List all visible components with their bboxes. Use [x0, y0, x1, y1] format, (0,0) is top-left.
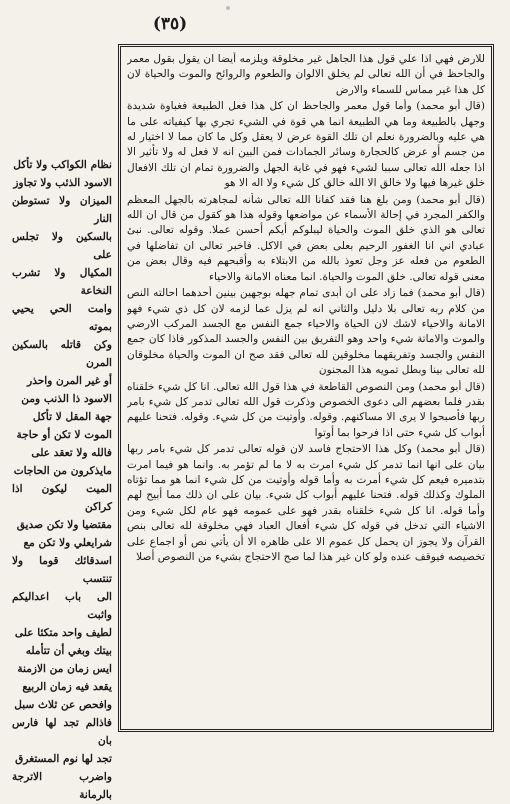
- margin-line: بالسكين ولا تجلس على: [12, 231, 112, 261]
- main-paragraph-4: (قال أبو محمد) فما زاد على ان أبدى تمام جهله بوجهين بينين أحدهما احالته النص من كلام ربه تعالى بلا دليل والثاني انه لم يزل عما لزمه لان كل ذي شيء فهو الامانة والاحياء لاشك لان الحياة والاحياء جمع النفس مع الجسد المركب الارضي والموت والاماتة شيء واحد وهو التفريق بين النفس والجسد المذكور فاذا كان جمع النفس والجسد وتفريقهما مخلوقين لله تعالى فقد صح ان الموت والحياة مخلوقان لله تعالى بينا وبطل تمويه هذا المجنون: [127, 287, 485, 377]
- main-text-frame: [118, 44, 494, 732]
- margin-commentary: [12, 156, 112, 804]
- main-paragraph-6: (قال أبو محمد) وكل هذا الاحتجاج فاسد لان قوله تعالى تدمر كل شيء بامر ربها بيان على انها انما تدمر كل شيء امرت به لا ما لم تؤمر به. وانما هو فيما امرت بتدميره فيعم كل شيء أمرت به وأما قوله وأوتيت من كل شيء انما هو مما تؤتاه الملوك وكذلك قوله. فتحنا عليهم أبواب كل شيء. بيان على ان ذلك مما أبيح لهم وأما قوله. انا كل شيء خلقناه بقدر فهو على عمومه فهو عام لكل شيء ومن الاشياء التي تدخل في قوله كل شيء أفعال العباد فهي مخلوقة لله تعالى بنص القرآن ولا يجوز ان يحمل كل عموم الا على ظاهره الا أن يأتي نص أو اجماع على تخصيصه فيوقف عنده ولو كان غير هذا لما صح الاحتجاج بشيء من النصوص أصلا: [127, 443, 485, 563]
- margin-line: أو غير المرن واحذر: [27, 375, 112, 387]
- margin-line: المكيال ولا تشرب النخاعة: [12, 267, 112, 297]
- margin-line: مقتضيا ولا تكن صديق: [16, 519, 112, 531]
- margin-line: مايذكرون من الحاجات: [13, 465, 112, 477]
- margin-line: الميزان ولا تستوطن النار: [12, 195, 112, 225]
- margin-line: وامت الحي يحيي بموته: [12, 303, 112, 333]
- margin-line: لطيف واحد متكئا على: [14, 627, 112, 639]
- margin-line: الاسود ذا الذنب ومن: [21, 393, 112, 405]
- page-number: (٣٥): [152, 14, 188, 34]
- margin-line: فاذالم تجد لها فارس بان: [12, 717, 112, 747]
- ink-speck: [226, 6, 230, 10]
- margin-line: فالله ولا تعقد على: [31, 447, 112, 459]
- margin-line: الاسود الذئب ولا تجاوز: [13, 177, 112, 189]
- main-paragraph-2: (قال أبو محمد) وأما قول معمر والجاحظ ان كل هذا فعل الطبيعة فغباوة شديدة وجهل بالطبيعة وما هي الطبيعة انما هي قوة في الشيء تجري بها كيفياته على ما هي عليه وبالضرورة نعلم ان تلك القوة عرض لا يعقل وكل ما كان مما لا اختيار له من جسم أو عرض كالحجارة وسائر الجمادات فمن البين انه لا فعل له ولا تأثير الا اذا جعله الله تعالى سببا لشيء فهو في غاية الجهل والضرورة تمام ان تلك الافعال خلق غيرها فيها ولا خالق الا الله خالق كل شيء ولا اله الا هو: [127, 100, 485, 190]
- margin-line: وكن قاتله بالسكين المرن: [12, 339, 112, 369]
- margin-line: تجد لها نوم المستغرق: [15, 753, 112, 765]
- margin-line: الميت ليكون اذا كراكن: [12, 483, 112, 513]
- margin-line: ايس زمان من الازمنة: [17, 663, 112, 675]
- margin-line: وافحص عن ثلاث سبل: [14, 699, 112, 711]
- margin-line: يقعد فيه زمان الربيع: [22, 681, 112, 693]
- main-paragraph-1: للارض فهي اذا علي قول هذا الجاهل غير مخلوقة ويلزمه أيضا ان يقول بقول معمر والجاحظ في أن الله تعالى لم يخلق الالوان والطعوم والروائح والموت والحياة لان كل هذا غير مماس للسماء والارض: [127, 53, 485, 96]
- margin-line: نظام الكواكب ولا تأكل: [13, 159, 112, 171]
- margin-line: اسدقائك قوما ولا تنتسب: [12, 555, 112, 585]
- margin-line: بيتك وبغي أن تتأمله: [25, 645, 112, 657]
- main-paragraph-5: (قال أبو محمد) ومن النصوص القاطعة في هذا قول الله تعالى. انا كل شيء خلقناه بقدر فلما بعضهم الى دعوى الخصوص وذكرت قول الله تعالى تدمر كل شيء بامر ربها فأصبحوا لا يرى الا مساكنهم. وقوله. وأوتيت من كل شيء. وقوله. فتحنا عليهم أبواب كل شيء حتى اذا فرحوا بما أوتوا: [127, 380, 485, 439]
- margin-line: واضرب الاترجة بالرمانة: [12, 771, 112, 801]
- margin-line: جهة المقل لا تأكل: [32, 411, 112, 423]
- margin-line: الموت لا تكن أو حاجة: [16, 429, 112, 441]
- margin-line: الى باب اعداليكم واثبت: [12, 591, 112, 621]
- margin-line: شرايعلي ولا تكن مع: [23, 537, 112, 549]
- main-paragraph-3: (قال أبو محمد) ومن بلغ هنا فقد كفانا الله تعالى شأنه لمجاهرته بالجهل المعظم والكفر المجرد في إحالة الأسماء عن مواضعها وقوله هذا هو كقول من قال ان الله تعالى هو الذي خلق الموت والحياة ليبلوكم أيكم أحسن عملا. وقوله تعالى. نبئ عبادي اني انا الغفور الرحيم بعلى بعض في الاكل. فاخبر تعالى ان تفاضلها في الطعوم من فعله عز وجل تعوذ بالله من الابتلاء به وأقبحهم فيه وقال بعض من معنى قوله تعالى. خلق الموت والحياة. انما معناه الامانة والاحياء: [127, 193, 485, 283]
